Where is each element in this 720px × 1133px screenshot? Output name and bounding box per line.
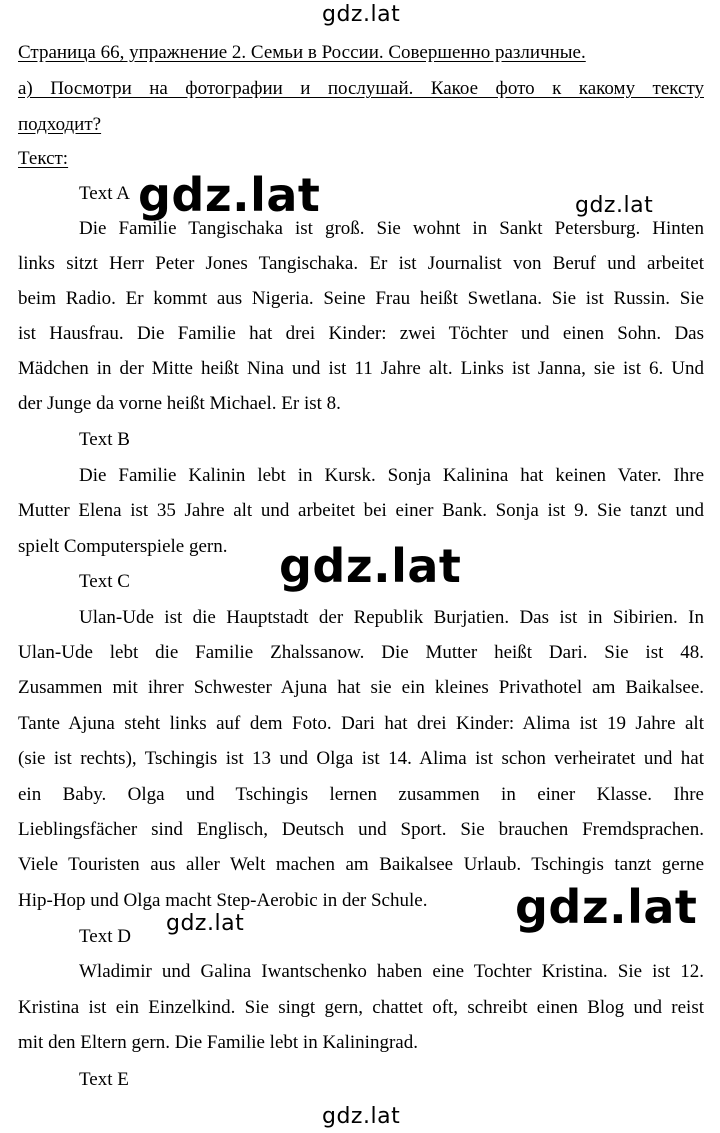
text-b-line: Die Familie Kalinin lebt in Kursk. Sonja Kalinina hat keinen Vater. Ihre [79,466,704,486]
text-a-line: beim Radio. Er kommt aus Nigeria. Seine Frau heißt Swetlana. Sie ist Russin. Sie [18,289,704,309]
text-a-label: Text A [79,183,130,204]
page-title: Страница 66, упражнение 2. Семьи в России. Совершенно различные. [18,42,586,63]
text-a-line: Mädchen in der Mitte heißt Nina und ist 11 Jahre alt. Links ist Janna, sie ist 6. Und [18,359,704,379]
text-a-line: Die Familie Tangischaka ist groß. Sie wohnt in Sankt Petersburg. Hinten [79,219,704,239]
watermark-large-b: gdz.lat [279,539,462,593]
text-a-line: der Junge da vorne heißt Michael. Er ist 8. [18,393,341,414]
watermark-bottom: gdz.lat [322,1104,401,1129]
text-d-label: Text D [79,926,131,947]
text-c-label: Text C [79,571,130,592]
text-b-label: Text B [79,429,130,450]
text-c-line: Zusammen mit ihrer Schwester Ajuna hat sie ein kleines Privathotel am Baikalsee. [18,678,704,698]
text-d-line: Kristina ist ein Einzelkind. Sie singt gern, chattet oft, schreibt einen Blog und reist [18,998,704,1018]
watermark-large-a: gdz.lat [138,168,321,222]
watermark-small-a: gdz.lat [575,193,654,218]
watermark-large-c: gdz.lat [515,880,698,934]
text-c-line: Tante Ajuna steht links auf dem Foto. Dari hat drei Kinder: Alima ist 19 Jahre alt [18,714,704,734]
text-c-line: ein Baby. Olga und Tschingis lernen zusammen in einer Klasse. Ihre [18,785,704,805]
text-b-line: spielt Computerspiele gern. [18,536,228,557]
task-line-1: а) Посмотри на фотографии и послушай. Какое фото к какому тексту [18,79,704,99]
text-c-line: Ulan-Ude ist die Hauptstadt der Republik Burjatien. Das ist in Sibirien. In [79,608,704,628]
watermark-small-b: gdz.lat [166,911,245,936]
text-heading: Текст: [18,148,69,169]
text-d-line: mit den Eltern gern. Die Familie lebt in Kaliningrad. [18,1032,418,1053]
text-c-line: Hip-Hop und Olga macht Step-Aerobic in der Schule. [18,890,428,911]
text-c-line: Lieblingsfächer sind Englisch, Deutsch und Sport. Sie brauchen Fremdsprachen. [18,820,704,840]
text-a-line: links sitzt Herr Peter Jones Tangischaka. Er ist Journalist von Beruf und arbeitet [18,254,704,274]
text-e-label: Text E [79,1069,129,1090]
text-a-line: ist Hausfrau. Die Familie hat drei Kinder: zwei Töchter und einen Sohn. Das [18,324,704,344]
task-line-2: подходит? [18,114,102,135]
watermark-top: gdz.lat [322,2,401,27]
text-d-line: Wladimir und Galina Iwantschenko haben eine Tochter Kristina. Sie ist 12. [79,962,704,982]
text-c-line: (sie ist rechts), Tschingis ist 13 und Olga ist 14. Alima ist schon verheiratet und hat [18,749,704,769]
text-b-line: Mutter Elena ist 35 Jahre alt und arbeitet bei einer Bank. Sonja ist 9. Sie tanzt und [18,501,704,521]
text-c-line: Viele Touristen aus aller Welt machen am Baikalsee Urlaub. Tschingis tanzt gerne [18,855,704,875]
text-c-line: Ulan-Ude lebt die Familie Zhalssanow. Die Mutter heißt Dari. Sie ist 48. [18,643,704,663]
